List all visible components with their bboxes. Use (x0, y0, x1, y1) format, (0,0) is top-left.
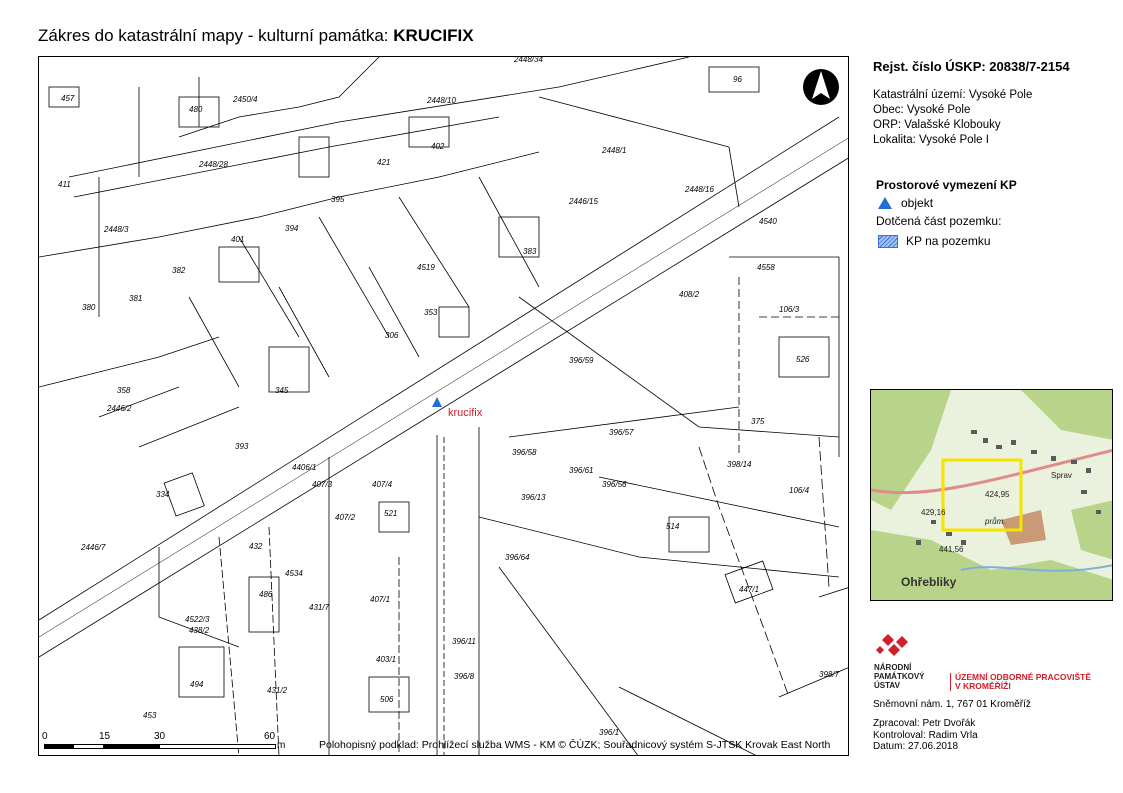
parcel-label: 396/1 (599, 728, 620, 737)
parcel-label: 4540 (759, 217, 777, 226)
monument-marker[interactable] (432, 397, 442, 407)
parcel-label: 106/3 (779, 305, 800, 314)
parcel-label: 396/59 (569, 356, 594, 365)
parcel-label: 2448/28 (199, 160, 228, 169)
location-info (873, 88, 1032, 148)
parcel-label: 383 (523, 247, 537, 256)
parcel-label: 4522/3 (185, 615, 210, 624)
parcel-label: 4406/1 (292, 463, 317, 472)
parcel-label: 402 (431, 142, 445, 151)
parcel-label: 396/8 (454, 672, 475, 681)
legend-object-label: objekt (901, 196, 934, 210)
overview-map-drawing (871, 390, 1113, 601)
inset-label: prům. (985, 517, 1006, 526)
parcel-label: 2448/10 (427, 96, 456, 105)
parcel-label: 396/56 (602, 480, 627, 489)
scale-label: 15 (99, 731, 111, 742)
parcel-label: 334 (156, 490, 170, 499)
parcel-label: 106/4 (789, 486, 810, 495)
date: Datum: 27.06.2018 (873, 741, 959, 752)
inset-place-name: Ohřebliky (901, 575, 957, 589)
parcel-label: 375 (751, 417, 765, 426)
parcel-label: 411 (58, 180, 71, 189)
parcel-label: 398/14 (727, 460, 752, 469)
parcel-label: 398/7 (819, 670, 840, 679)
parcel-label: 403/1 (376, 655, 397, 664)
monument-label: krucifix (448, 407, 483, 419)
parcel-label: 306 (385, 331, 399, 340)
cadastral-area: Katastrální území: Vysoké Pole (873, 89, 1033, 101)
parcel-label: 421 (377, 158, 391, 167)
logo-line: ÚSTAV (874, 681, 900, 690)
parcel-label: 438/2 (189, 626, 210, 635)
parcel-label: 407/3 (312, 480, 333, 489)
parcel-label: 396/11 (452, 637, 476, 646)
npu-logo-icon (874, 632, 914, 662)
scale-bar (44, 731, 284, 755)
parcel-label: 480 (189, 105, 203, 114)
parcel-label: 353 (424, 308, 438, 317)
parcel-label: 2446/7 (81, 543, 106, 552)
parcel-label: 358 (117, 386, 131, 395)
municipality: Obec: Vysoké Pole (873, 104, 971, 116)
parcel-label: 401 (231, 235, 245, 244)
legend-object (878, 196, 933, 210)
hatch-icon (878, 235, 898, 248)
parcel-label: 4519 (417, 263, 435, 272)
parcel-label: 453 (143, 711, 157, 720)
parcel-label: 431/7 (309, 603, 330, 612)
parcel-label: 393 (235, 442, 249, 451)
parcel-label: 394 (285, 224, 299, 233)
cadastral-map-drawing (39, 57, 849, 756)
parcel-label: 396/58 (512, 448, 537, 457)
legend-subtitle: Dotčená část pozemku: (876, 214, 1002, 228)
logo-line: PAMÁTKOVÝ (874, 672, 925, 681)
parcel-label: 486 (259, 590, 273, 599)
parcel-label: 494 (190, 680, 204, 689)
parcel-label: 380 (82, 303, 96, 312)
author: Zpracoval: Petr Dvořák (873, 718, 976, 729)
scale-label: 60 (264, 731, 276, 742)
checked-by: Kontroloval: Radim Vrla (873, 729, 978, 741)
logo-line: NÁRODNÍ (874, 663, 912, 672)
parcel-label: 345 (275, 386, 289, 395)
parcel-label: 396/13 (521, 493, 546, 502)
logo-line: ÚZEMNÍ ODBORNÉ PRACOVIŠTĚ (955, 672, 1092, 682)
legend-parcel (878, 234, 991, 248)
parcel-label: 2448/16 (685, 185, 714, 194)
parcel-label: 2448/34 (514, 57, 543, 64)
parcel-label: 381 (129, 294, 143, 303)
legend-title: Prostorové vymezení KP (876, 178, 1017, 192)
inset-label: 441,56 (939, 545, 964, 554)
parcel-label: 396/57 (609, 428, 634, 437)
parcel-label: 396/64 (505, 553, 530, 562)
legend-parcel-label: KP na pozemku (906, 234, 991, 248)
footer-credits (873, 718, 978, 753)
parcel-label: 521 (384, 509, 398, 518)
map-title (38, 26, 474, 46)
inset-label: 424,95 (985, 490, 1010, 499)
parcel-label: 2448/1 (602, 146, 627, 155)
parcel-label: 382 (172, 266, 186, 275)
parcel-label: 526 (796, 355, 810, 364)
inset-label: Sprav (1051, 471, 1072, 480)
map-title-prefix: Zákres do katastrální mapy - kulturní památka: (38, 26, 389, 45)
inset-label: 429,16 (921, 508, 946, 517)
npu-logo-text (874, 663, 925, 690)
north-arrow-icon (803, 69, 839, 105)
parcel-label: 2446/2 (107, 404, 132, 413)
parcel-label: 396/61 (569, 466, 594, 475)
parcel-label: 506 (380, 695, 394, 704)
parcel-label: 4558 (757, 263, 775, 272)
office-logo-text (950, 673, 1091, 691)
registry-number: Rejst. číslo ÚSKP: 20838/7-2154 (873, 59, 1070, 74)
source-note: Polohopisný podklad: Prohlížecí služba WMS - KM © ČÚZK; Souřadnicový systém S-JTSK Krovak East North (319, 739, 831, 751)
scale-label: 30 (154, 731, 166, 742)
overview-inset-map[interactable] (870, 389, 1113, 601)
map-title-name: KRUCIFIX (393, 26, 474, 45)
office-address: Sněmovní nám. 1, 767 01 Kroměříž (873, 699, 1031, 710)
cadastral-map[interactable] (38, 56, 849, 756)
parcel-label: 2446/15 (569, 197, 598, 206)
parcel-label: 514 (666, 522, 680, 531)
parcel-label: 408/2 (679, 290, 700, 299)
parcel-label: 4534 (285, 569, 303, 578)
parcel-label: 432 (249, 542, 263, 551)
parcel-label: 447/1 (739, 585, 760, 594)
parcel-label: 407/4 (372, 480, 393, 489)
parcel-label: 2450/4 (233, 95, 258, 104)
logo-line: V KROMĚŘÍŽI (955, 681, 1011, 691)
parcel-label: 2448/3 (104, 225, 129, 234)
parcel-label: 407/2 (335, 513, 356, 522)
parcel-label: 407/1 (370, 595, 391, 604)
parcel-label: 457 (61, 94, 75, 103)
orp: ORP: Valašské Klobouky (873, 119, 1001, 131)
scale-segments (44, 744, 276, 749)
parcel-label: 96 (733, 75, 742, 84)
locality: Lokalita: Vysoké Pole I (873, 134, 989, 146)
parcel-label: 431/2 (267, 686, 288, 695)
parcel-label: 395 (331, 195, 345, 204)
scale-label: 0 (42, 731, 48, 742)
scale-unit: m (277, 740, 286, 751)
triangle-icon (878, 197, 892, 209)
